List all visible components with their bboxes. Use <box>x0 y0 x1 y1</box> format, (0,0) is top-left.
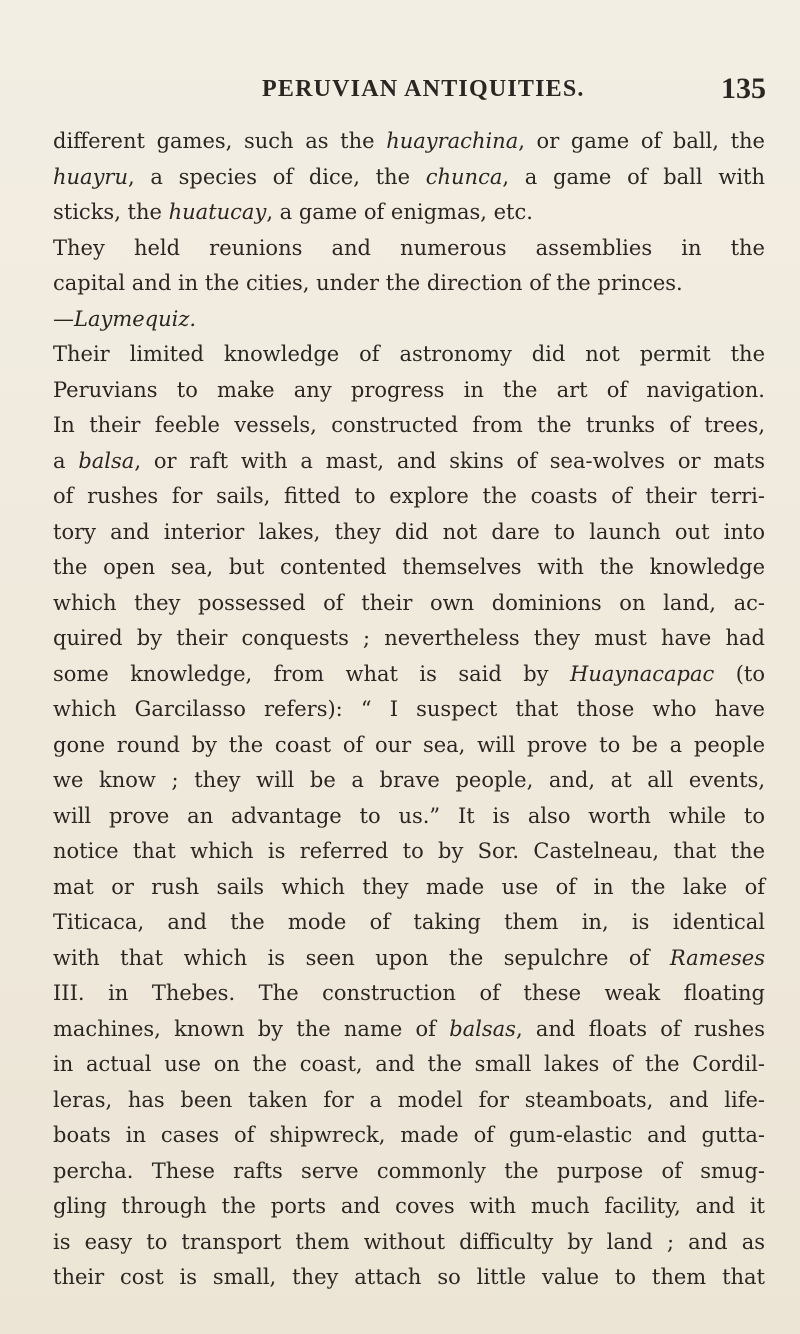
text-run: (to <box>714 661 766 686</box>
text-line <box>53 976 765 1012</box>
text-line <box>53 302 765 338</box>
text-line <box>53 231 765 267</box>
text-line <box>53 515 765 551</box>
text-line <box>53 1154 765 1190</box>
text-run: percha. These rafts serve commonly the purpose of smug- <box>53 1158 765 1183</box>
page-number: 135 <box>721 72 766 105</box>
italic-term: Laymequiz. <box>74 306 197 331</box>
text-run: leras, has been taken for a model for steamboats, and life- <box>53 1087 765 1112</box>
italic-term: Rameses <box>669 945 765 970</box>
text-run: tory and interior lakes, they did not dare to launch out into <box>53 519 765 544</box>
text-line <box>53 1083 765 1119</box>
text-line <box>53 905 765 941</box>
text-line <box>53 799 765 835</box>
text-run: III. in Thebes. The construction of these weak floating <box>53 981 765 1005</box>
text-run: of rushes for sails, fitted to explore the coasts of their terri- <box>53 484 765 508</box>
text-run: , and floats of rushes <box>515 1016 765 1041</box>
text-line <box>53 834 765 870</box>
body-text <box>53 124 765 1296</box>
text-run: — <box>53 306 74 331</box>
text-line <box>53 870 765 906</box>
text-run: boats in cases of shipwreck, made of gum-elastic and gutta- <box>53 1123 765 1147</box>
text-line <box>53 941 765 977</box>
text-run: the open sea, but contented themselves with the knowledge <box>53 555 765 579</box>
text-line <box>53 195 765 231</box>
text-run: quired by their conquests ; nevertheless they must have had <box>53 626 765 650</box>
text-run: , or game of ball, the <box>518 129 765 153</box>
text-run: is easy to transport them without difficulty by land ; and as <box>53 1229 765 1254</box>
text-line <box>53 657 765 693</box>
text-line <box>53 479 765 515</box>
text-line <box>53 408 765 444</box>
text-line <box>53 124 765 160</box>
text-run: mat or rush sails which they made use of in the lake of <box>53 874 765 899</box>
text-run: gone round by the coast of our sea, will prove to be a people <box>53 732 765 757</box>
text-run: Peruvians to make any progress in the art of navigation. <box>53 377 765 402</box>
running-head: PERUVIAN ANTIQUITIES. <box>262 76 585 102</box>
text-run: Their limited knowledge of astronomy did not permit the <box>53 342 765 366</box>
text-run: , a game of enigmas, etc. <box>266 200 533 224</box>
text-run: They held reunions and numerous assemblies in the <box>53 235 765 260</box>
text-line <box>53 763 765 799</box>
text-run: different games, such as the <box>53 129 387 153</box>
text-run: some knowledge, from what is said by <box>53 661 570 686</box>
italic-term: balsas <box>449 1016 516 1041</box>
italic-term: huatucay <box>168 200 267 224</box>
text-run: , or raft with a mast, and skins of sea-wolves or mats <box>134 448 765 473</box>
text-line <box>53 1260 765 1296</box>
text-run: we know ; they will be a brave people, and, at all events, <box>53 768 765 792</box>
italic-term: huayrachina <box>386 129 519 153</box>
text-line <box>53 1189 765 1225</box>
text-line <box>53 337 765 373</box>
text-line <box>53 586 765 622</box>
text-run: will prove an advantage to us.” It is also worth while to <box>53 803 765 828</box>
text-run: notice that which is referred to by Sor. Castelneau, that the <box>53 839 765 863</box>
text-line <box>53 692 765 728</box>
text-line <box>53 1118 765 1154</box>
text-line <box>53 160 765 196</box>
text-line <box>53 728 765 764</box>
italic-term: Huaynacapac <box>570 661 715 686</box>
text-line <box>53 1225 765 1261</box>
text-run: , a game of ball with <box>502 164 765 189</box>
page-header <box>0 72 800 112</box>
text-run: which Garcilasso refers): “ I suspect that those who have <box>53 697 765 721</box>
text-run: machines, known by the name of <box>53 1016 450 1041</box>
text-run: In their feeble vessels, constructed from the trunks of trees, <box>53 413 765 437</box>
text-run: sticks, the <box>53 200 169 224</box>
text-run: capital and in the cities, under the direction of the princes. <box>53 271 683 295</box>
italic-term: huayru <box>53 164 128 189</box>
text-line <box>53 373 765 409</box>
text-run: , a species of dice, the <box>128 164 426 189</box>
text-line <box>53 621 765 657</box>
text-run: with that which is seen upon the sepulchre of <box>53 945 670 970</box>
text-run: their cost is small, they attach so little value to them that <box>53 1265 765 1289</box>
text-run: gling through the ports and coves with much facility, and it <box>53 1194 765 1218</box>
text-line <box>53 266 765 302</box>
text-run: Titicaca, and the mode of taking them in, is identical <box>53 910 765 934</box>
text-run: which they possessed of their own dominions on land, ac- <box>53 590 765 615</box>
text-line <box>53 444 765 480</box>
text-line <box>53 1012 765 1048</box>
text-run: a <box>53 448 79 473</box>
text-line <box>53 550 765 586</box>
italic-term: balsa <box>78 448 135 473</box>
italic-term: chunca <box>425 164 503 189</box>
text-line <box>53 1047 765 1083</box>
text-run: in actual use on the coast, and the small lakes of the Cordil- <box>53 1052 765 1076</box>
